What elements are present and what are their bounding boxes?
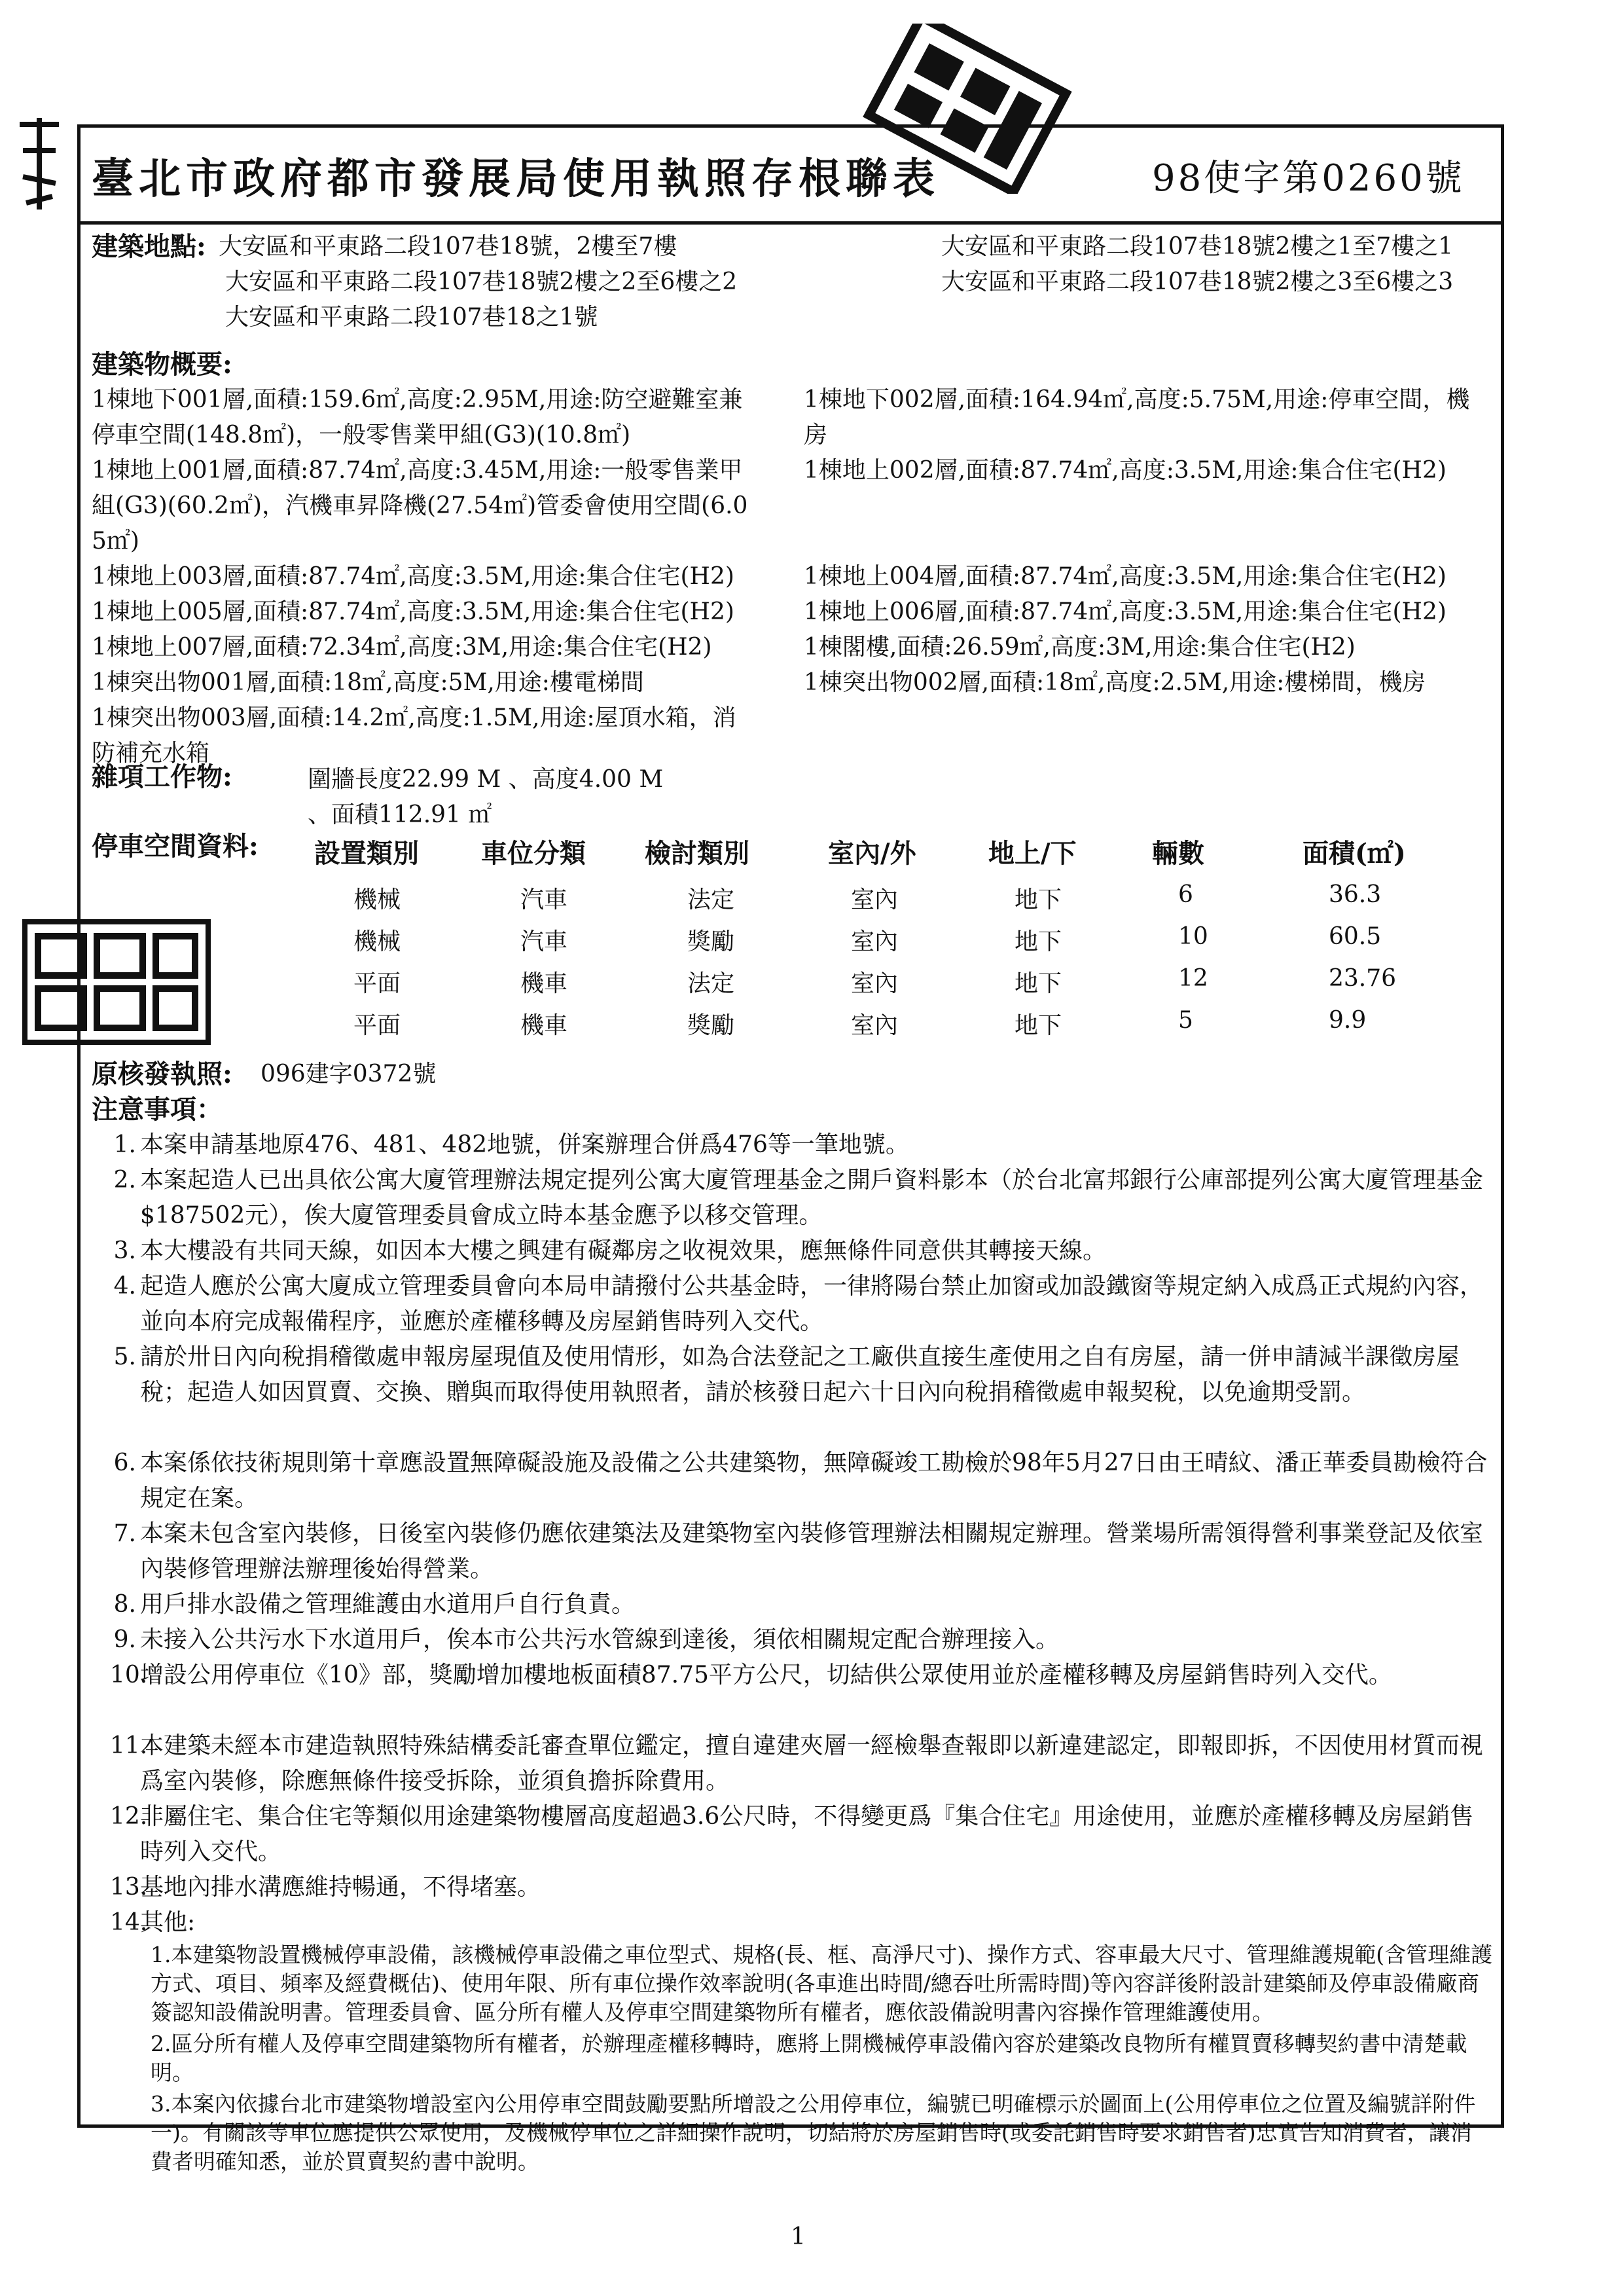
site-label: 建築地點: <box>92 231 206 262</box>
parking-header: 輛數 <box>1152 838 1204 869</box>
parking-cell: 機車 <box>520 1012 568 1039</box>
site-line: 大安區和平東路二段107巷18號2樓之3至6樓之3 <box>941 268 1454 295</box>
parking-header: 檢討類別 <box>645 838 749 869</box>
parking-cell: 地下 <box>1015 928 1062 955</box>
parking-cell: 室內 <box>851 886 899 913</box>
overview-right: 1棟閣樓,面積:26.59㎡,高度:3M,用途:集合住宅(H2) <box>804 634 1356 661</box>
parking-cell: 5 <box>1178 1007 1193 1034</box>
overview-left: 1棟突出物001層,面積:18㎡,高度:5M,用途:樓電梯間 <box>92 669 644 696</box>
overview-right: 1棟地下002層,面積:164.94㎡,高度:5.75M,用途:停車空間，機 <box>804 386 1470 413</box>
overview-left: 1棟地上001層,面積:87.74㎡,高度:3.45M,用途:一般零售業甲 <box>92 457 743 484</box>
overview-right: 1棟地上004層,面積:87.74㎡,高度:3.5M,用途:集合住宅(H2) <box>804 563 1447 590</box>
parking-cell: 獎勵 <box>687 928 735 955</box>
site-line: 大安區和平東路二段107巷18號2樓之1至7樓之1 <box>941 233 1454 260</box>
parking-cell: 機車 <box>520 970 568 997</box>
overview-label: 建築物概要: <box>92 349 232 380</box>
parking-cell: 汽車 <box>520 928 568 955</box>
notes-label: 注意事項： <box>92 1094 223 1125</box>
overview-left: 1棟地上005層,面積:87.74㎡,高度:3.5M,用途:集合住宅(H2) <box>92 598 734 625</box>
note-sub-item: 1.本建築物設置機械停車設備，該機械停車設備之車位型式、規格(長、框、高淨尺寸)、操作方式、容車最大尺寸、管理維護規範(含管理維護方式、項目、頻率及經費概估)、使用年限、所有車位操作效率說明(各車進出時間/總吞吐所需時間)等內容詳後附設計建築師及停車設備廠商簽認知設備說明書。管理委員會、區分所有權人及停車空間建築物所有權者，應依設備說明書內容操作管理維護使用。 <box>151 1942 1493 2025</box>
parking-cell: 室內 <box>851 970 899 997</box>
header-divider <box>77 221 1504 225</box>
parking-cell: 10 <box>1178 923 1208 950</box>
site-line: 大安區和平東路二段107巷18之1號 <box>225 304 598 331</box>
misc-line: 圍牆長度22.99 M 、高度4.00 M <box>308 766 664 793</box>
parking-cell: 36.3 <box>1329 881 1382 908</box>
overview-left: 1棟地下001層,面積:159.6㎡,高度:2.95M,用途:防空避難室兼 <box>92 386 743 413</box>
parking-cell: 地下 <box>1015 886 1062 913</box>
parking-cell: 地下 <box>1015 970 1062 997</box>
parking-cell: 機械 <box>353 886 401 913</box>
parking-cell: 室內 <box>851 928 899 955</box>
site-line: 大安區和平東路二段107巷18號2樓之2至6樓之2 <box>225 268 738 295</box>
overview-left: 5㎡) <box>92 528 139 555</box>
overview-left: 防補充水箱 <box>92 740 210 767</box>
parking-cell: 23.76 <box>1329 965 1397 992</box>
parking-header: 面積(㎡) <box>1303 838 1406 869</box>
overview-left: 組(G3)(60.2㎡)，汽機車昇降機(27.54㎡)管委會使用空間(6.0 <box>92 492 748 519</box>
parking-cell: 法定 <box>687 970 735 997</box>
parking-header: 設置類別 <box>314 838 419 869</box>
overview-left: 1棟突出物003層,面積:14.2㎡,高度:1.5M,用途:屋頂水箱，消 <box>92 704 736 731</box>
note-sub-item: 2.區分所有權人及停車空間建築物所有權者，於辦理產權移轉時，應將上開機械停車設備內容於建築改良物所有權買賣移轉契約書中清楚載明。 <box>151 2031 1467 2085</box>
parking-cell: 室內 <box>851 1012 899 1039</box>
parking-cell: 地下 <box>1015 1012 1062 1039</box>
overview-right: 1棟地上006層,面積:87.74㎡,高度:3.5M,用途:集合住宅(H2) <box>804 598 1447 625</box>
overview-left: 1棟地上003層,面積:87.74㎡,高度:3.5M,用途:集合住宅(H2) <box>92 563 734 590</box>
parking-cell: 6 <box>1178 881 1193 908</box>
misc-label: 雜項工作物: <box>92 761 232 792</box>
misc-line: 、面積112.91 ㎡ <box>308 801 492 828</box>
parking-cell: 12 <box>1178 965 1208 992</box>
parking-cell: 平面 <box>353 970 401 997</box>
overview-right: 房 <box>804 422 828 448</box>
parking-cell: 9.9 <box>1329 1007 1367 1034</box>
parking-cell: 平面 <box>353 1012 401 1039</box>
permit-number: 98使字第0260號 <box>1152 157 1465 200</box>
parking-cell: 機械 <box>353 928 401 955</box>
parking-cell: 法定 <box>687 886 735 913</box>
page-number: 1 <box>791 2223 806 2250</box>
parking-cell: 汽車 <box>520 886 568 913</box>
parking-label: 停車空間資料: <box>92 831 259 862</box>
parking-cell: 60.5 <box>1329 923 1382 950</box>
parking-cell: 獎勵 <box>687 1012 735 1039</box>
note-sub-item: 3.本案內依據台北市建築物增設室內公用停車空間鼓勵要點所增設之公用停車位，編號已明確標示於圖面上(公用停車位之位置及編號詳附件一)。有關該等車位應提供公眾使用，及機械停車位之詳細操作說明，切結將於房屋銷售時(或委託銷售時要求銷售者)忠實告知消費者，讓消費者明確知悉，並於買賣契約書中說明。 <box>151 2091 1476 2174</box>
original-permit-label: 原核發執照: <box>92 1059 232 1089</box>
parking-header: 地上/下 <box>988 838 1077 869</box>
binding-mark-icon <box>13 111 65 216</box>
overview-right: 1棟突出物002層,面積:18㎡,高度:2.5M,用途:樓梯間，機房 <box>804 669 1426 696</box>
parking-header: 車位分類 <box>481 838 586 869</box>
parking-header: 室內/外 <box>828 838 916 869</box>
site-line: 大安區和平東路二段107巷18號，2樓至7樓 <box>219 233 677 260</box>
overview-left: 1棟地上007層,面積:72.34㎡,高度:3M,用途:集合住宅(H2) <box>92 634 712 661</box>
document-title: 臺北市政府都市發展局使用執照存根聯表 <box>92 155 940 204</box>
overview-right: 1棟地上002層,面積:87.74㎡,高度:3.5M,用途:集合住宅(H2) <box>804 457 1447 484</box>
original-permit-value: 096建字0372號 <box>261 1061 437 1087</box>
overview-left: 停車空間(148.8㎡)，一般零售業甲組(G3)(10.8㎡) <box>92 422 631 448</box>
